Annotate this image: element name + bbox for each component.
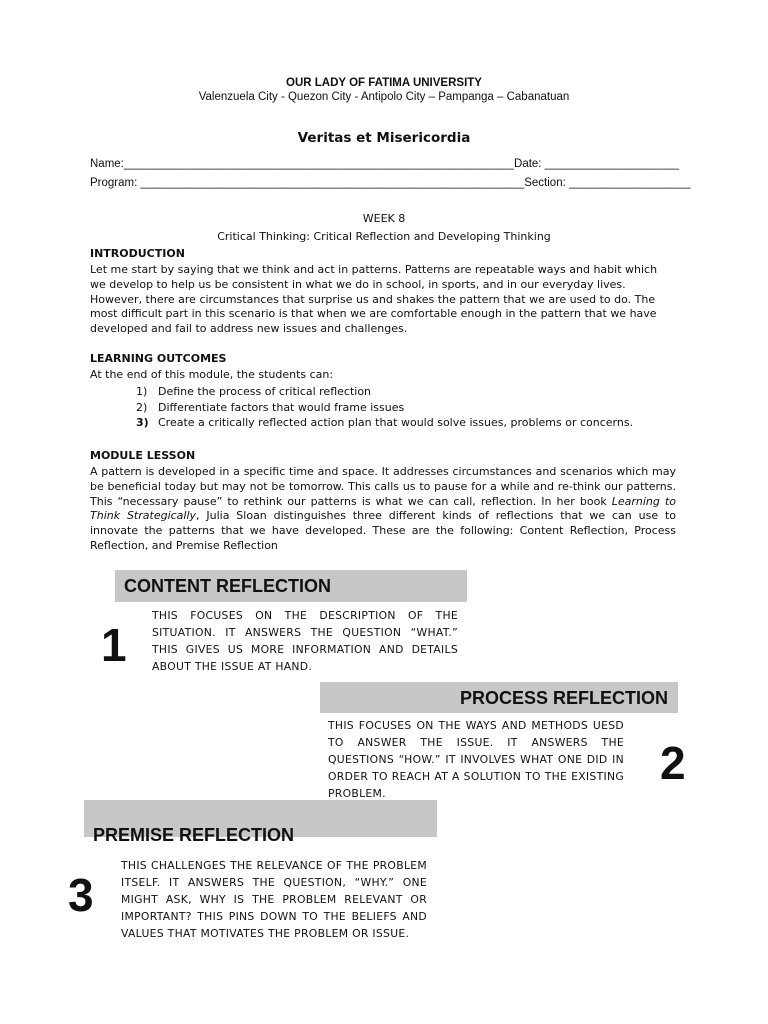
module-lesson-heading: MODULE LESSON bbox=[90, 449, 196, 462]
content-reflection-title-box bbox=[115, 570, 467, 602]
process-reflection-title: PROCESS REFLECTION bbox=[459, 688, 668, 708]
program-section-field[interactable]: Program: ____________________________________________________________Section: ___________________ bbox=[90, 177, 691, 189]
campus-list: Valenzuela City - Quezon City - Antipolo City – Pampanga – Cabanatuan bbox=[198, 91, 570, 103]
list-number: 1) bbox=[136, 385, 148, 398]
list-number: 2) bbox=[136, 400, 148, 414]
list-number: 3) bbox=[136, 416, 149, 429]
list-item bbox=[136, 401, 633, 417]
lesson-text-part: A pattern is developed in a specific time and space. It addresses circumstances and scenarios which may be beneficial today but may not be tomorrow. This calls us to pause for a while and re-think our patterns. This “necessary pause” to rethink our patterns is what we can call, reflection. In her book bbox=[90, 465, 676, 508]
module-lesson-text bbox=[90, 465, 676, 554]
premise-reflection-number: 3 bbox=[68, 869, 94, 921]
premise-reflection-title-box bbox=[84, 800, 437, 845]
university-motto: Veritas et Misericordia bbox=[297, 130, 471, 146]
premise-reflection-text: THIS CHALLENGES THE RELEVANCE OF THE PROBLEM ITSELF. IT ANSWERS THE QUESTION, “WHY.” ONE MIGHT ASK, WHY IS THE PROBLEM RELEVANT OR IMPORTANT? THIS PINS DOWN TO THE BELIEFS AND VALUES THAT MOTIVATES THE PROBLEM OR ISSUE. bbox=[121, 859, 427, 940]
learning-outcomes-list bbox=[136, 385, 633, 432]
list-item bbox=[136, 385, 633, 401]
book-title: Learning to Think Strategically bbox=[90, 494, 676, 523]
university-name: OUR LADY OF FATIMA UNIVERSITY bbox=[286, 77, 482, 89]
process-reflection-text: THIS FOCUSES ON THE WAYS AND METHODS UESD TO ANSWER THE ISSUE. IT ANSWERS THE QUESTIONS “HOW.” IT INVOLVES WHAT ONE DID IN ORDER TO REACH AT A SOLUTION TO THE EXISTING PROBLEM. bbox=[328, 719, 624, 800]
process-reflection-number: 2 bbox=[660, 737, 686, 789]
module-title: Critical Thinking: Critical Reflection and Developing Thinking bbox=[217, 230, 551, 243]
content-reflection-title: CONTENT REFLECTION bbox=[124, 576, 331, 596]
premise-reflection-title: PREMISE REFLECTION bbox=[93, 825, 295, 845]
content-reflection-text: THIS FOCUSES ON THE DESCRIPTION OF THE SITUATION. IT ANSWERS THE QUESTION “WHAT.” THIS GIVES US MORE INFORMATION AND DETAILS ABOUT THE ISSUE AT HAND. bbox=[152, 609, 458, 673]
introduction-heading: INTRODUCTION bbox=[90, 247, 185, 260]
list-item bbox=[136, 416, 633, 432]
list-text: Create a critically reflected action plan that would solve issues, problems or concerns. bbox=[158, 416, 634, 429]
learning-outcomes-heading: LEARNING OUTCOMES bbox=[90, 352, 227, 365]
content-reflection-number: 1 bbox=[101, 619, 127, 671]
lesson-text-part: , Julia Sloan distinguishes three different kinds of reflections that we can use to innovate the patterns that we have developed. These are the following: Content Reflection, Process Reflection, and Premise Reflection bbox=[90, 509, 676, 552]
learning-outcomes-lead: At the end of this module, the students can: bbox=[90, 368, 334, 381]
list-text: Differentiate factors that would frame issues bbox=[158, 400, 405, 414]
week-label: WEEK 8 bbox=[362, 212, 406, 225]
list-text: Define the process of critical reflection bbox=[158, 385, 372, 398]
introduction-text: Let me start by saying that we think and act in patterns. Patterns are repeatable ways and habit which we develop to help us be consistent in what we do in school, in sports, and in our everyday lives. However, there are circumstances that surprise us and shakes the pattern that we are used to do. The most difficult part in this scenario is that when we are comfortable enough in the pattern that we have developed and fail to address new issues and challenges. bbox=[90, 263, 658, 336]
name-date-field[interactable]: Name:_____________________________________________________________Date: _____________________ bbox=[90, 158, 680, 170]
process-reflection-title-box bbox=[320, 682, 678, 713]
